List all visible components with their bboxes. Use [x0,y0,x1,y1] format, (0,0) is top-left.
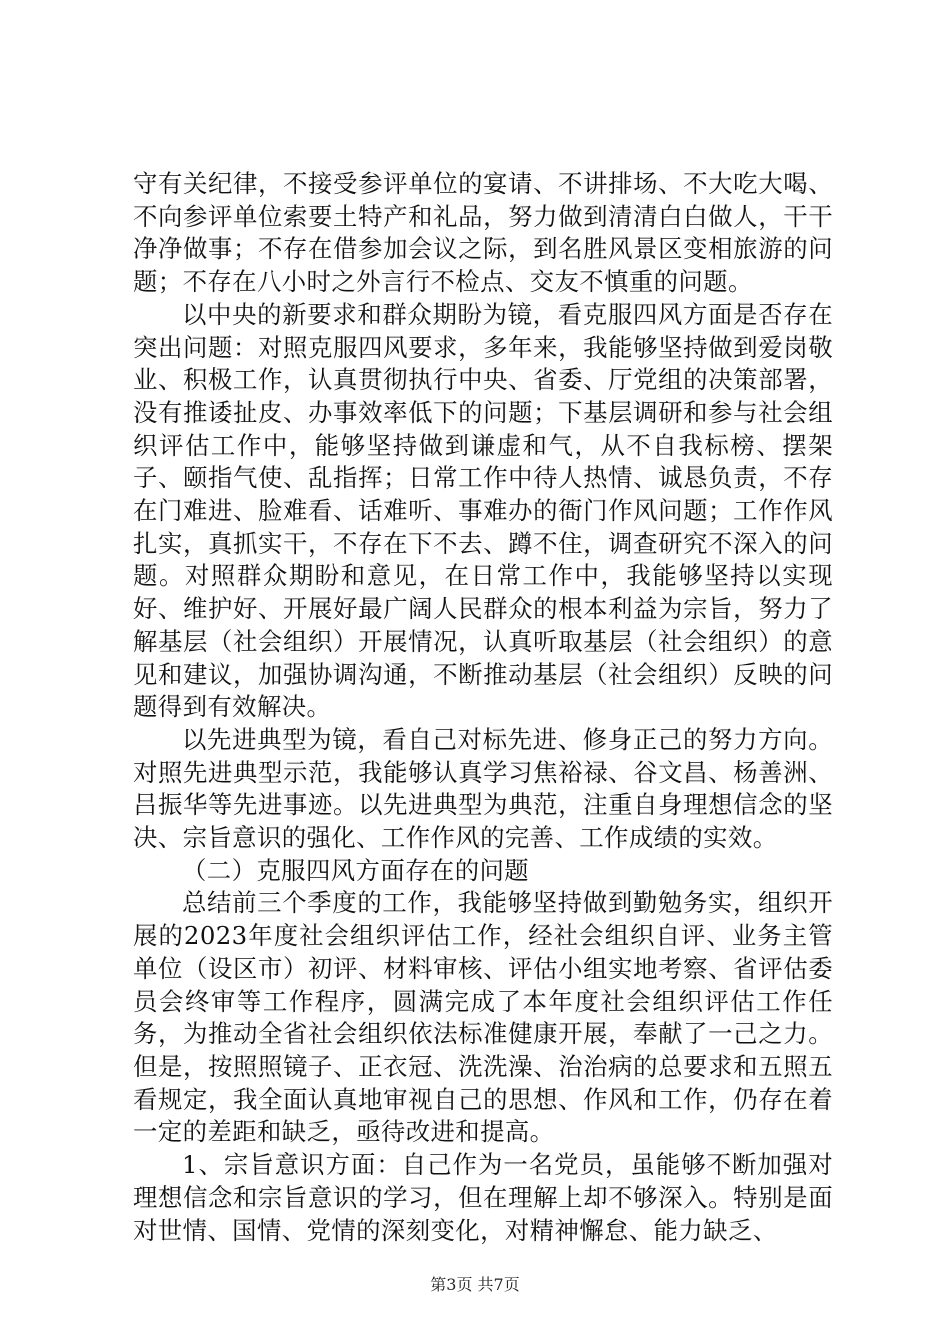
paragraph-continuation: 守有关纪律，不接受参评单位的宴请、不讲排场、不大吃大喝、不向参评单位索要土特产和礼品，努力做到清清白白做人，干干净净做事；不存在借参加会议之际，到名胜风景区变相旅游的问题；不存在八小时之外言行不检点、交友不慎重的问题。 [133,169,833,297]
section-heading-problems: （二）克服四风方面存在的问题 [182,855,530,885]
paragraph-purpose-awareness: 1、宗旨意识方面：自己作为一名党员，虽能够不断加强对理想信念和宗旨意识的学习，但在理解上却不够深入。特别是面对世情、国情、党情的深刻变化，对精神懈怠、能力缺乏、 [133,1150,833,1245]
paragraph-mirror-advanced-models: 以先进典型为镜，看自己对标先进、修身正己的努力方向。对照先进典型示范，我能够认真学习焦裕禄、谷文昌、杨善洲、吕振华等先进事迹。以先进典型为典范，注重自身理想信念的坚决、宗旨意识的强化、工作作风的完善、工作成绩的实效。 [133,724,833,853]
document-body [133,168,833,1247]
paragraph-work-summary: 总结前三个季度的工作，我能够坚持做到勤勉务实，组织开展的2023年度社会组织评估工作，经社会组织自评、业务主管单位（设区市）初评、材料审核、评估小组实地考察、省评估委员会终审等工作程序，圆满完成了本年度社会组织评估工作任务，为推动全省社会组织依法标准健康开展，奉献了一己之力。但是，按照照镜子、正衣冠、洗洗澡、治治病的总要求和五照五看规定，我全面认真地审视自己的思想、作风和工作，仍存在着一定的差距和缺乏，亟待改进和提高。 [133,888,833,1147]
paragraph-mirror-central-requirements: 以中央的新要求和群众期盼为镜，看克服四风方面是否存在突出问题：对照克服四风要求，多年来，我能够坚持做到爱岗敬业、积极工作，认真贯彻执行中央、省委、厅党组的决策部署，没有推诿扯皮、办事效率低下的问题；下基层调研和参与社会组织评估工作中，能够坚持做到谦虚和气，从不自我标榜、摆架子、颐指气使、乱指挥；日常工作中待人热情、诚恳负责，不存在门难进、脸难看、话难听、事难办的衙门作风问题；工作作风扎实，真抓实干，不存在下不去、蹲不住，调查研究不深入的问题。对照群众期盼和意见，在日常工作中，我能够坚持以实现好、维护好、开展好最广阔人民群众的根本利益为宗旨，努力了解基层（社会组织）开展情况，认真听取基层（社会组织）的意见和建议，加强协调沟通，不断推动基层（社会组织）反映的问题得到有效解决。 [133,299,833,722]
page-footer: 第3页 共7页 [430,1275,520,1294]
